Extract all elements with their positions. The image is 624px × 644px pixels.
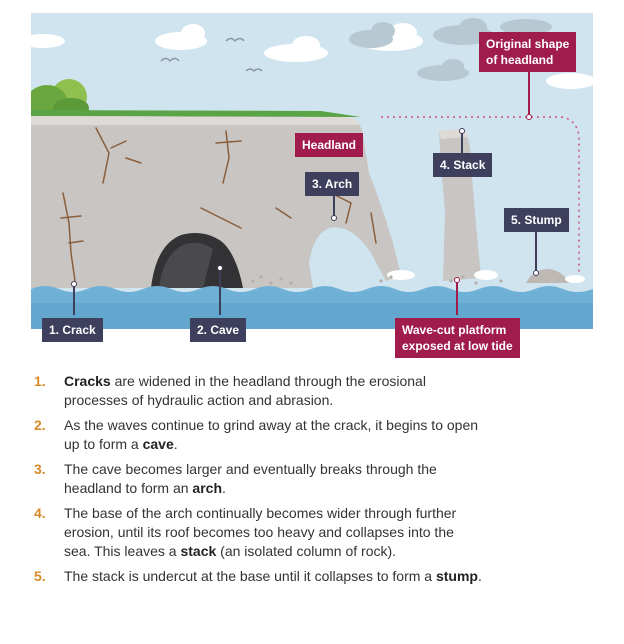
platform-marker [454, 277, 460, 283]
step-keyword: stump [435, 568, 478, 584]
stack-leader [461, 131, 463, 153]
step-text: Cracks are widened in the headland through the erosional processes of hydraulic action and abrasion. [64, 373, 426, 408]
steps-list [34, 372, 484, 592]
cave-marker [217, 265, 223, 271]
stack-label: 4. Stack [433, 153, 492, 177]
platform-leader [456, 279, 458, 315]
stack-marker [459, 128, 465, 134]
step-item [34, 372, 484, 410]
stump-label: 5. Stump [504, 208, 569, 232]
step-number: 3. [34, 461, 46, 477]
stump-marker [533, 270, 539, 276]
arch-marker [331, 215, 337, 221]
stump-leader [535, 231, 537, 273]
original-shape-marker [526, 114, 532, 120]
step-text: As the waves continue to grind away at the crack, it begins to open up to form a cave. [64, 417, 479, 452]
step-keyword: Cracks [64, 373, 111, 389]
headland-top [31, 116, 361, 125]
coastal-landforms-diagram [31, 13, 593, 356]
crack-leader [73, 283, 75, 315]
step-item [34, 504, 484, 561]
step-number: 5. [34, 568, 46, 584]
step-number: 2. [34, 417, 46, 433]
step-number: 1. [34, 373, 46, 389]
cave-leader [219, 267, 221, 315]
step-text: The stack is undercut at the base until it collapses to form a stump. [64, 568, 482, 584]
wave-cut-platform-label: Wave-cut platform exposed at low tide [395, 318, 520, 358]
original-shape-label: Original shape of headland [479, 32, 576, 72]
step-keyword: arch [192, 480, 222, 496]
step-keyword: cave [142, 436, 174, 452]
cave-label: 2. Cave [190, 318, 246, 342]
arch-leader [333, 193, 335, 217]
step-item [34, 416, 484, 454]
crack-marker [71, 281, 77, 287]
step-item [34, 567, 484, 586]
step-number: 4. [34, 505, 46, 521]
original-shape-leader [528, 71, 530, 117]
step-keyword: stack [180, 543, 217, 559]
grass-strip [31, 110, 361, 117]
step-text: The base of the arch continually becomes wider through further erosion, until its roof becomes too heavy and collapses into the sea. This leaves a stack (an isolated column of rock). [64, 505, 457, 559]
arch-label: 3. Arch [305, 172, 359, 196]
step-text: The cave becomes larger and eventually breaks through the headland to form an arch. [64, 461, 437, 496]
crack-label: 1. Crack [42, 318, 103, 342]
headland-label: Headland [295, 133, 363, 157]
step-item [34, 460, 484, 498]
